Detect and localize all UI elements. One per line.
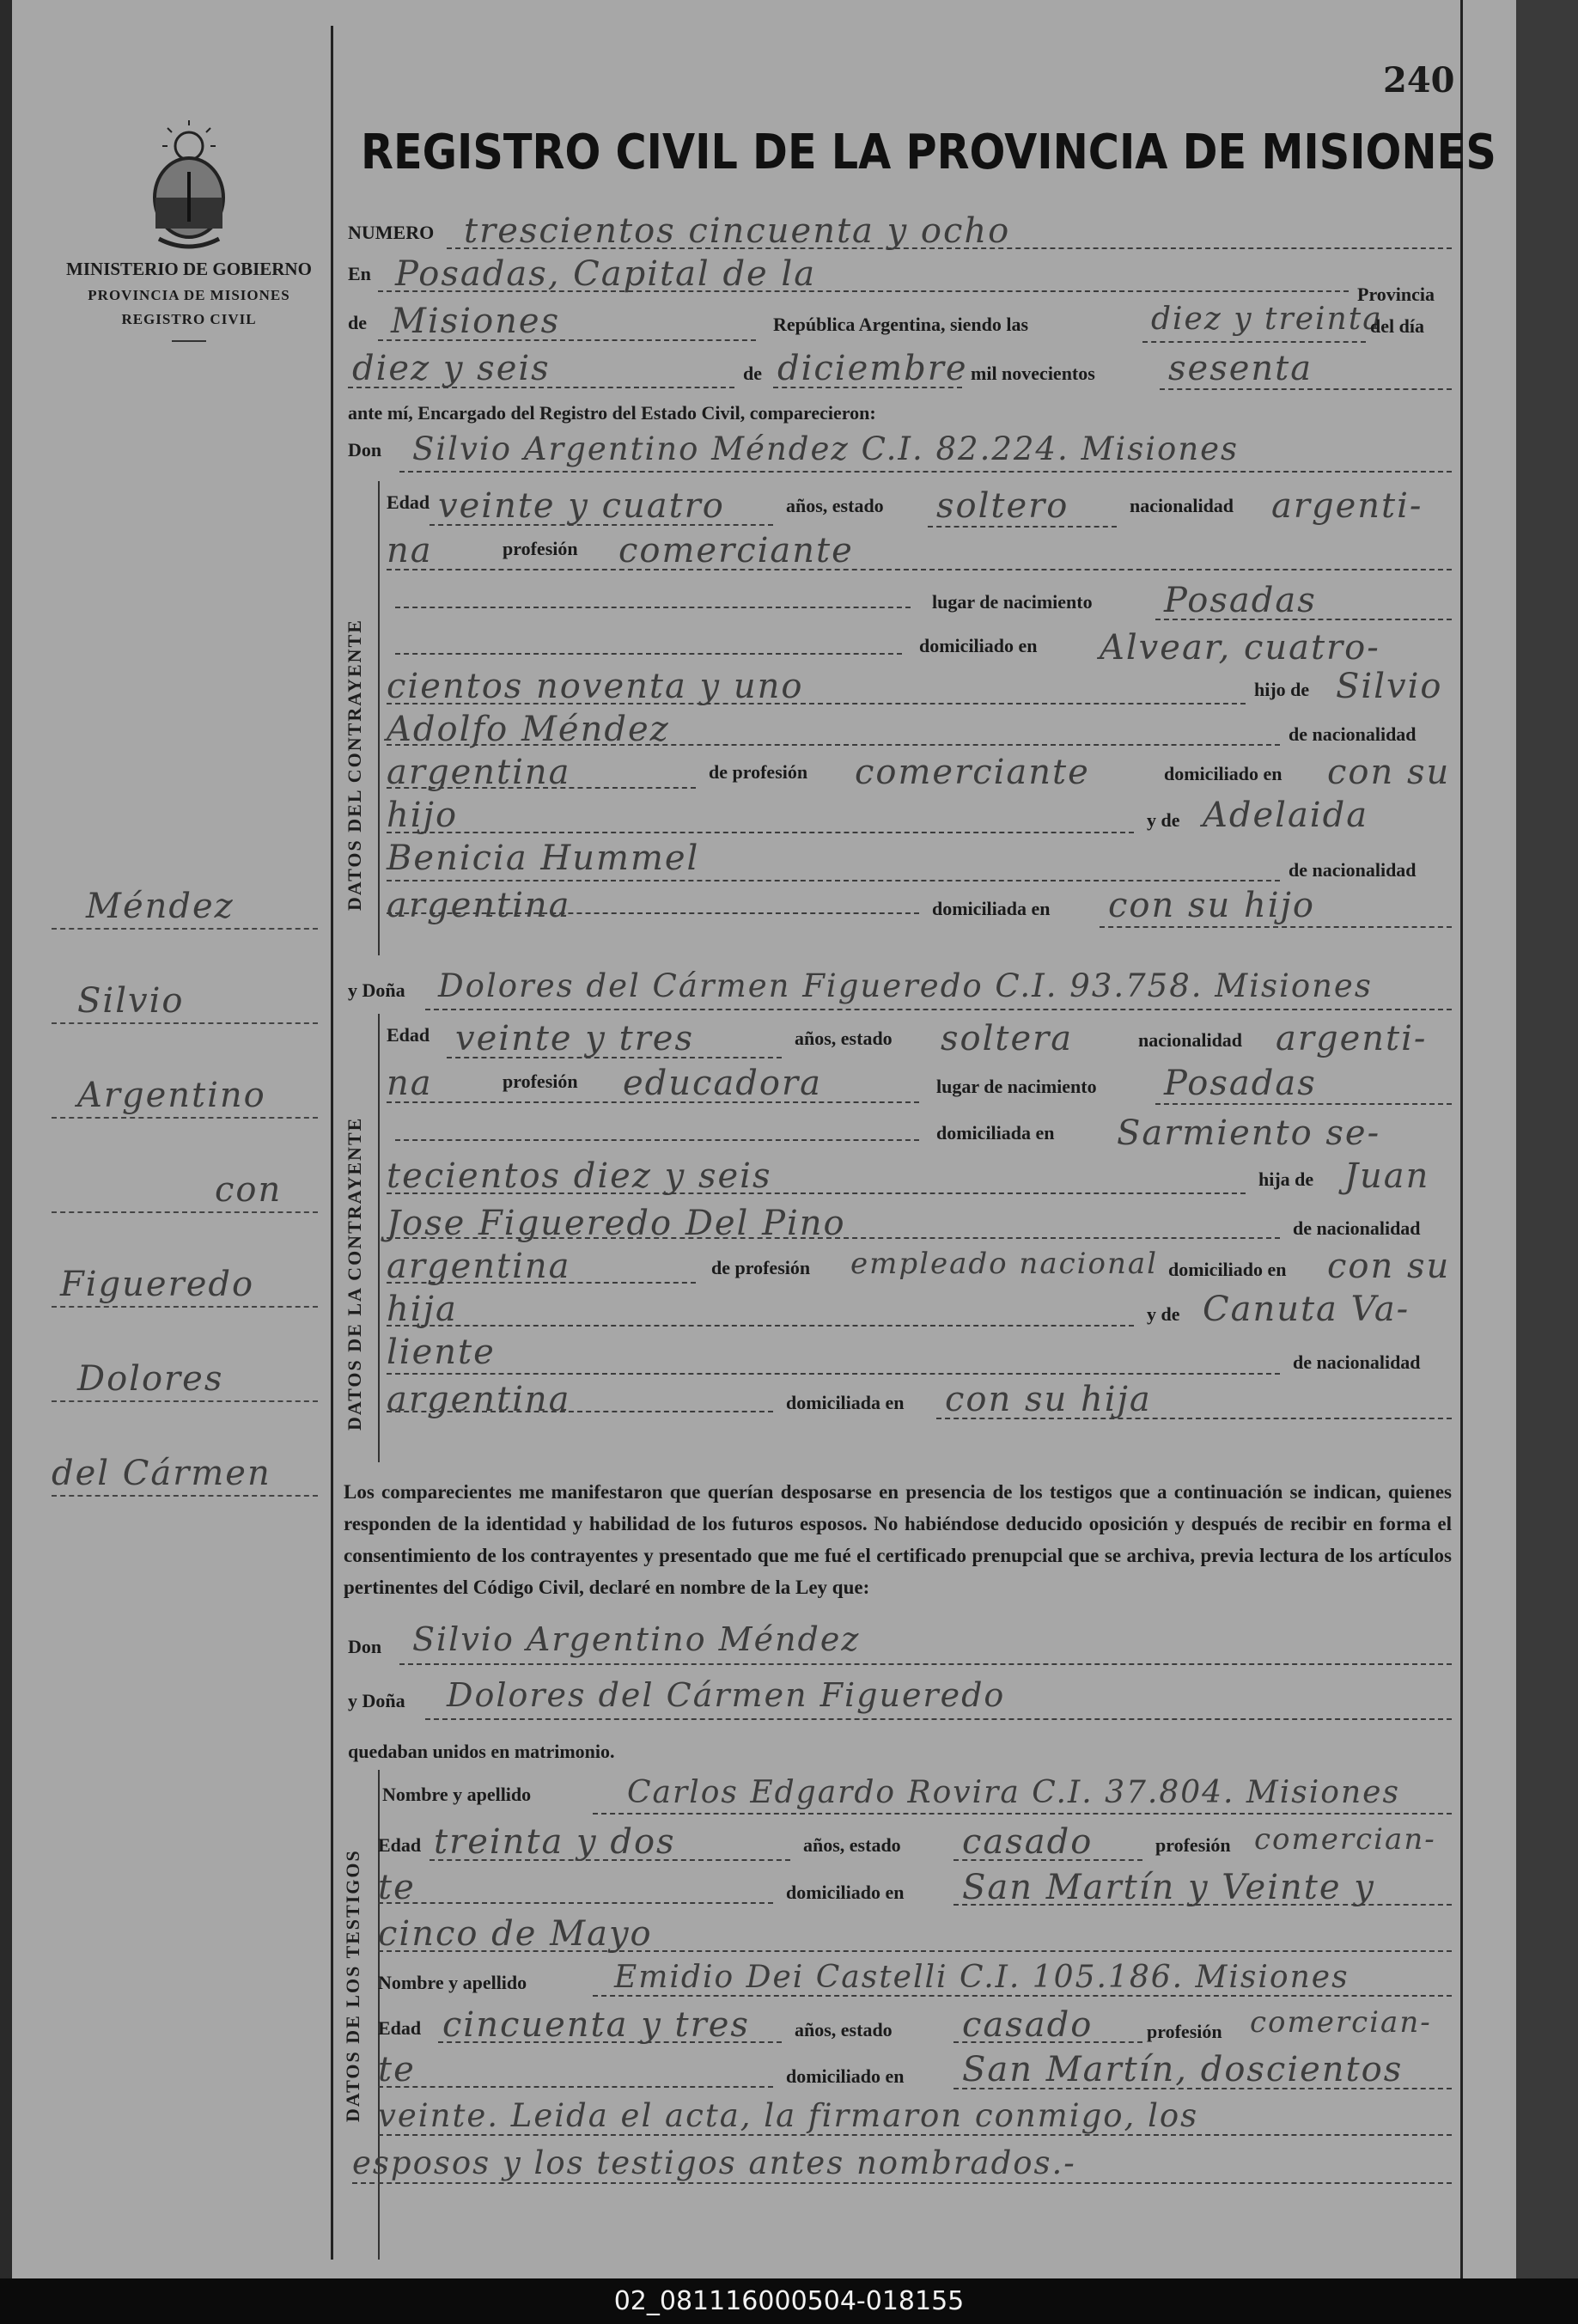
bride-row-padre: Jose Figueredo Del Pino de nacionalidad (387, 1204, 1421, 1243)
groom-section-label: DATOS DEL CONTRAYENTE (344, 619, 365, 911)
w2-row-dom3: esposos y los testigos antes nombrados.- (352, 2144, 1076, 2181)
declaration-text: Los comparecientes me manifestaron que querían desposarse en presencia de los testigos que a continuación se indican, quienes responden de la identidad y habilidad de los futuros esposos. No habiéndose deducido oposición y después de recibir en forma el consentimiento de los contrayentes y presentado que me fué el certificado prenupcial que se archiva, previa lectura de los artículos pertinentes del Código Civil, declaré en nombre de la Ley que: (344, 1481, 1452, 1598)
margin-name-3: Argentino (52, 1057, 318, 1125)
witnesses-section-label: DATOS DE LOS TESTIGOS (342, 1849, 363, 2122)
groom-row-hijo: cientos noventa y uno hijo de Silvio (387, 667, 1443, 706)
right-divider (1460, 0, 1463, 2278)
margin-name-6: Dolores (52, 1340, 318, 1409)
row-dona: y Doña Dolores del Cármen Figueredo C.I. 93.758. Misiones (348, 967, 1373, 1004)
seal-registro: REGISTRO CIVIL (121, 311, 257, 327)
margin-name-7: del Cármen (52, 1435, 318, 1504)
bride-row-hija: tecientos diez y seis hija de Juan (387, 1156, 1430, 1196)
bride-row-madre: hija y de Canuta Va- (387, 1290, 1410, 1329)
w1-row-nombre: Nombre y apellido Carlos Edgardo Rovira C.I. 37.804. Misiones (382, 1775, 1400, 1810)
groom-row-lugar: lugar de nacimiento Posadas (932, 581, 1317, 620)
footer-file-id: 02_081116000504-018155 (0, 2278, 1578, 2324)
bride-row-edad: Edad veinte y tres años, estado soltera nacionalidad argenti- (387, 1019, 1428, 1058)
seal-ministerio: MINISTERIO DE GOBIERNO (66, 259, 312, 279)
bride-row-prof: na profesión educadora lugar de nacimiento Posadas (387, 1064, 1317, 1103)
decl-row-dona: y Doña Dolores del Cármen Figueredo (348, 1676, 1006, 1714)
w2-row-dom: te domiciliado en San Martín, doscientos (378, 2050, 1404, 2089)
groom-row-edad: Edad veinte y cuatro años, estado soltero nacionalidad argenti- (387, 486, 1423, 526)
w1-row-edad: Edad treinta y dos años, estado casado profesión comercian- (378, 1822, 1436, 1862)
row-en: En Posadas, Capital de la Provincia (348, 254, 1435, 305)
margin-name-5: Figueredo (52, 1246, 318, 1314)
w1-row-dom2: cinco de Mayo (378, 1914, 653, 1954)
w1-row-dom: te domiciliado en San Martín y Veinte y (378, 1868, 1375, 1907)
bride-section-label: DATOS DE LA CONTRAYENTE (344, 1116, 365, 1430)
row-de: de Misiones República Argentina, siendo las diez y treinta del día (348, 302, 1424, 341)
row-fecha: diez y seis de diciembre mil novecientos sesenta (352, 349, 1313, 388)
bride-row-madre-nombre: liente de nacionalidad (387, 1333, 1421, 1373)
decl-row-unidos: quedaban unidos en matrimonio. (348, 1741, 615, 1762)
margin-name-2: Silvio (52, 962, 318, 1031)
margin-name-4: con (52, 1151, 318, 1220)
groom-row-prof: na profesión comerciante (387, 531, 854, 570)
row-numero: NUMERO trescientos cincuenta y ocho (348, 211, 1011, 251)
seal-provincia: PROVINCIA DE MISIONES (88, 287, 290, 303)
bride-row-padre-prof: argentina de profesión empleado nacional domiciliado en con su (387, 1247, 1451, 1286)
row-don: Don Silvio Argentino Méndez C.I. 82.224. Misiones (348, 430, 1240, 467)
groom-row-padre: Adolfo Méndez de nacionalidad (387, 710, 1417, 749)
groom-row-dom: domiciliado en Alvear, cuatro- (919, 628, 1380, 668)
margin-name-1: Méndez (52, 868, 318, 936)
page-title: REGISTRO CIVIL DE LA PROVINCIA DE MISIONES (361, 125, 1496, 180)
bride-row-madre-dom: argentina domiciliada en con su hija (387, 1380, 1152, 1419)
w2-row-edad: Edad cincuenta y tres años, estado casado profesión comercian- (378, 2005, 1432, 2045)
decl-row-don: Don Silvio Argentino Méndez (348, 1620, 861, 1658)
binder-edge-right (1516, 0, 1578, 2278)
w2-row-nombre: Nombre y apellido Emidio Dei Castelli C.I. 105.186. Misiones (378, 1960, 1350, 1995)
groom-row-madre-nombre: Benicia Hummel de nacionalidad (387, 839, 1417, 881)
groom-row-madre-dom: argentina domiciliada en con su hijo (387, 886, 1316, 925)
groom-row-madre: hijo y de Adelaida (387, 796, 1369, 835)
w2-row-dom2: veinte. Leida el acta, la firmaron conmigo, los (378, 2097, 1199, 2134)
bride-row-dom: domiciliada en Sarmiento se- (936, 1113, 1381, 1153)
groom-row-padre-prof: argentina de profesión comerciante domiciliado en con su (387, 753, 1451, 792)
page-number: 240 (1383, 60, 1455, 101)
row-ante: ante mí, Encargado del Registro del Estado Civil, comparecieron: (348, 402, 876, 424)
